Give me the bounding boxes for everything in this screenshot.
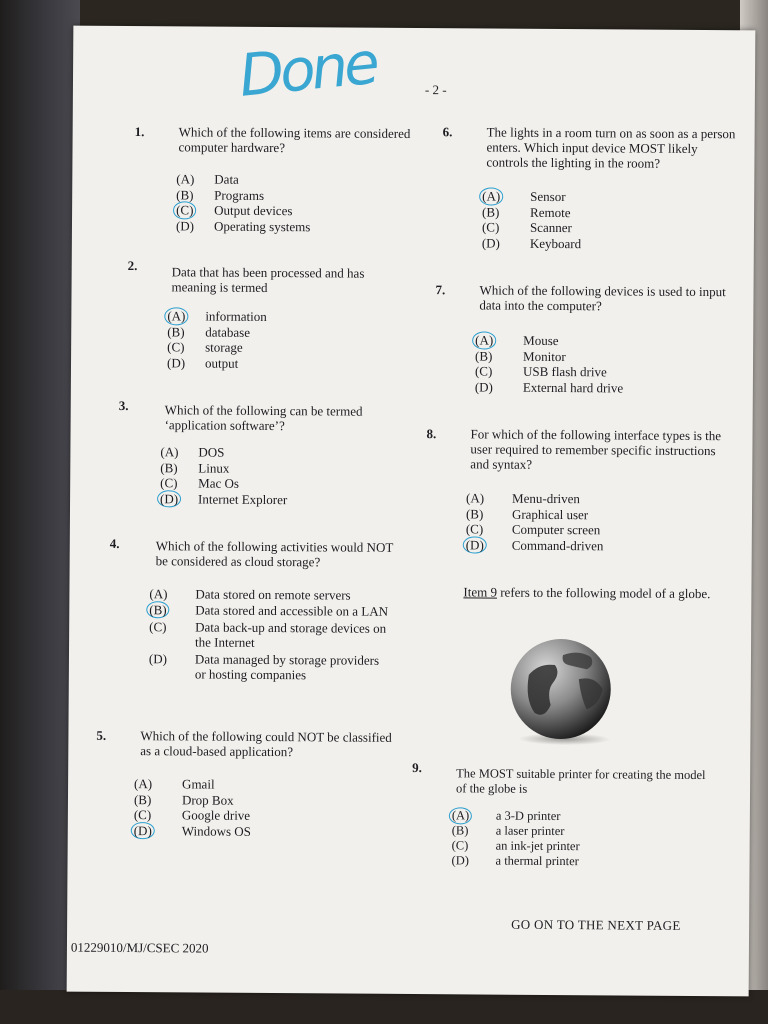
option: (C) Data back-up and storage devices on the Internet: [149, 619, 387, 650]
question-number: 9.: [412, 760, 423, 776]
question-text: The MOST suitable printer for creating the model of the globe is: [456, 766, 706, 796]
question-2-options: [167, 308, 387, 372]
option: (B) Linux: [160, 459, 230, 476]
item-reference-text: refers to the following model of a globe.: [496, 584, 711, 602]
option-selected: (B) Data stored and accessible on a LAN: [149, 602, 399, 619]
option: (C) storage: [167, 339, 243, 355]
option: (C) USB flash drive: [474, 363, 607, 380]
globe-image: [498, 635, 625, 748]
option-selected: (A) a 3-D printer: [452, 808, 672, 825]
option: (A) Menu-driven: [466, 490, 581, 507]
item-reference-label: Item 9: [463, 584, 498, 600]
option: (D) Operating systems: [175, 217, 311, 234]
question-number: 1.: [134, 124, 145, 140]
question-text: The lights in a room turn on as soon as a person enters. Which input device MOST likely controls the lighting in the room?: [486, 124, 736, 171]
question-3-options: [160, 444, 380, 508]
question-6-options: [482, 188, 702, 252]
option: (D) Keyboard: [481, 234, 582, 251]
option: (C) Google drive: [133, 807, 251, 823]
option: (B) Programs: [176, 186, 265, 203]
option: (A) Data: [176, 171, 239, 187]
option-selected: (A) Sensor: [482, 188, 702, 205]
option: (A) Gmail: [134, 776, 215, 792]
option: (C) Computer screen: [465, 521, 601, 538]
question-number: 6.: [442, 124, 453, 140]
question-4-options: [149, 586, 400, 683]
option: (B) Monitor: [475, 347, 566, 364]
question-number: 7.: [435, 282, 446, 298]
option-selected: (A) Mouse: [475, 332, 695, 349]
question-number: 5.: [96, 727, 107, 743]
footer-code: 01229010/MJ/CSEC 2020: [70, 939, 209, 956]
option-selected: (A) information: [167, 308, 387, 325]
option: (C) Mac Os: [160, 475, 240, 491]
option: (B) Remote: [482, 203, 571, 220]
handwritten-done: Done: [236, 28, 379, 110]
question-number: 8.: [426, 426, 437, 442]
question-text: Which of the following activities would NOT be considered as cloud storage?: [155, 538, 394, 570]
option: (A) Data stored on remote servers: [149, 586, 351, 603]
option-selected: (C) Output devices: [176, 202, 396, 219]
question-7-options: [475, 332, 695, 396]
option: (D) Data managed by storage providers or hosting companies: [148, 651, 380, 683]
option: (A) DOS: [160, 444, 225, 460]
question-number: 4.: [109, 535, 120, 551]
exam-page: [67, 26, 756, 997]
option: (D) output: [166, 354, 239, 371]
option: (B) database: [167, 323, 251, 340]
option-selected: (D) Windows OS: [134, 823, 354, 840]
option: (B) Drop Box: [133, 791, 234, 808]
question-1-options: [176, 171, 396, 235]
option: (B) Graphical user: [465, 505, 589, 522]
question-text: Which of the following devices is used to input data into the computer?: [479, 282, 726, 314]
question-text: For which of the following interface types is the user required to remember specific instructions and syntax?: [470, 426, 722, 472]
footer-next-page: GO ON TO THE NEXT PAGE: [511, 916, 681, 933]
option: (B) a laser printer: [451, 823, 565, 839]
question-number: 3.: [118, 397, 129, 414]
option-selected: (D) Internet Explorer: [160, 491, 380, 508]
option: (D) a thermal printer: [451, 853, 579, 869]
option-selected: (D) Command-driven: [466, 537, 686, 554]
question-text: Which of the following can be termed ‘application software’?: [164, 402, 363, 434]
option: (D) External hard drive: [474, 378, 624, 395]
question-9-options: [452, 808, 672, 870]
question-text: Which of the following could NOT be classified as a cloud-based application?: [140, 728, 392, 760]
question-8-options: [466, 490, 686, 554]
page-number: - 2 -: [424, 82, 447, 98]
item-reference: [463, 584, 725, 601]
question-5-options: [134, 776, 354, 840]
question-text: Which of the following items are considered computer hardware?: [178, 124, 411, 156]
option: (C) Scanner: [481, 219, 572, 236]
question-text: Data that has been processed and has meaning is termed: [171, 264, 365, 295]
option: (C) an ink-jet printer: [451, 838, 580, 854]
question-number: 2.: [127, 258, 138, 274]
